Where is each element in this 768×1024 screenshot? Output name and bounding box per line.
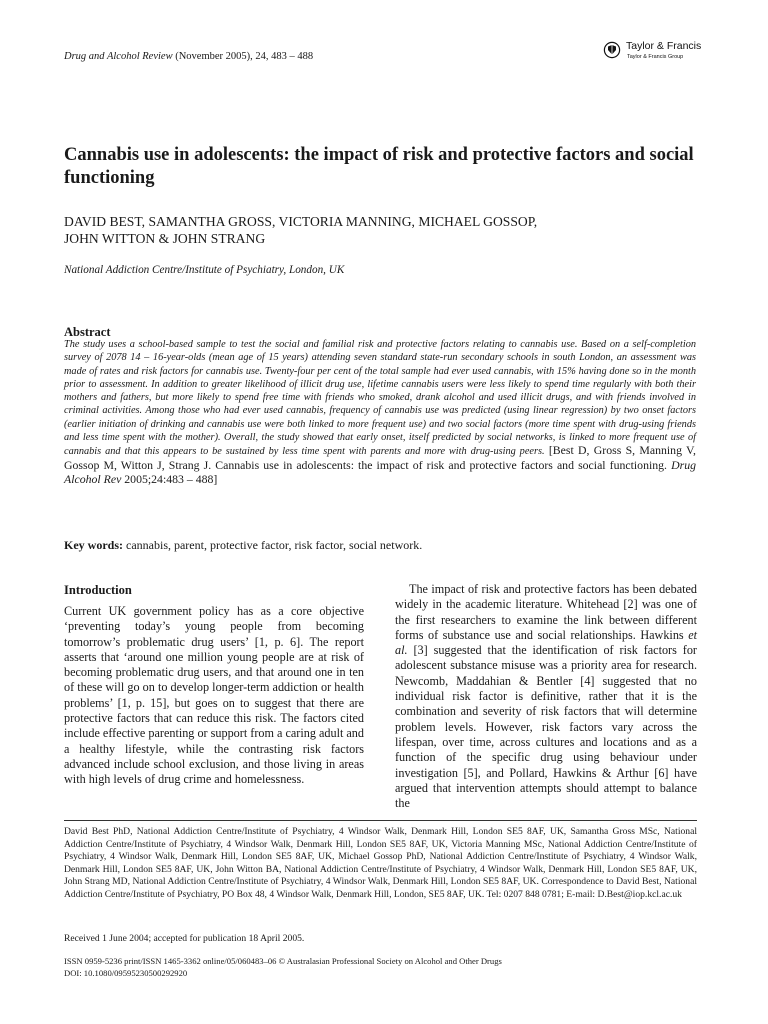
abstract-citation-end: 2005;24:483 – 488]: [121, 471, 218, 486]
keywords-text: cannabis, parent, protective factor, risk factor, social network.: [123, 538, 423, 552]
journal-citation-header: [64, 51, 313, 62]
issn-line: ISSN 0959-5236 print/ISSN 1465-3362 online/05/060483–06 © Australasian Professional Society on Alcohol and Other Drugs: [64, 956, 502, 966]
introduction-right-column: [395, 582, 697, 811]
abstract-text: [64, 338, 696, 487]
keywords-label: Key words:: [64, 538, 123, 552]
paragraph-2-part-b: [3] suggested that the identification of risk factors for adolescent substance misuse was a priority area for research. Newcomb, Maddahian & Bentler [4] suggested that no individual risk factor is definitive, rather that it is the combination and severity of risk factors that will determine problem levels. However, risk factors vary across the lifespan, over time, across cultures and locations and as a function of the specific drug using behaviour under investigation [5], and Pollard, Hawkins & Arthur [6] have argued that intervention attempts should attempt to balance the: [395, 643, 697, 811]
publisher-logo: [603, 39, 713, 63]
publication-info: [64, 956, 697, 979]
abstract-body: The study uses a school-based sample to test the social and familial risk and protective factors relating to cannabis use. Based on a self-completion survey of 2078 14 – 16-year-olds (mean age of 15 years) attending seven standard state-run secondary schools in south London, an assessment was made of rates and risk factors for cannabis use. Twenty-four per cent of the total sample had ever used cannabis, with 15% having done so in the month prior to assessment. In addition to greater likelihood of illicit drug use, lifetime cannabis users were less likely to spend time regularly with both their mothers and fathers, but more likely to spend free time with friends who smoked, drank alcohol and used illicit drugs, and with friends involved in criminal activities. Among those who had ever used cannabis, frequency of cannabis use was predicted (using linear regression) by two onset factors (earlier initiation of drinking and cannabis use were both linked to more frequent use) and two social factors (more time spent with drug-using friends and less time spent with the mother). Overall, the study showed that early onset, itself predicted by social networks, is linked to more frequent use of cannabis and that this appears to be sustained by less time spent with parents and more with drug-using peers.: [64, 339, 696, 458]
article-title: Cannabis use in adolescents: the impact of risk and protective factors and social functioning: [64, 145, 694, 188]
author-affiliations-footnote: David Best PhD, National Addiction Centre/Institute of Psychiatry, 4 Windsor Walk, Denmark Hill, London SE5 8AF, UK, Samantha Gross MSc, National Addiction Centre/Institute of Psychiatry, 4 Windsor Walk, Denmark Hill, London SE5 8AF, UK, Victoria Manning MSc, National Addiction Centre/Institute of Psychiatry, 4 Windsor Walk, Denmark Hill, London SE5 8AF, UK, Michael Gossop PhD, National Addiction Centre/Institute of Psychiatry, 4 Windsor Walk, Denmark Hill, London SE5 8AF, UK, John Witton BA, National Addiction Centre/Institute of Psychiatry, 4 Windsor Walk, Denmark Hill, London SE5 8AF, UK, John Strang MD, National Addiction Centre/Institute of Psychiatry, 4 Windsor Walk, Denmark Hill, London SE5 8AF, UK. Correspondence to David Best, National Addiction Centre/Institute of Psychiatry, PO Box 48, 4 Windsor Walk, Denmark Hill, London, SE5 8AF, UK. Tel: 0207 848 0781; E-mail: D.Best@iop.kcl.ac.uk: [64, 826, 697, 900]
introduction-heading: Introduction: [64, 583, 132, 597]
introduction-paragraph-1: Current UK government policy has as a core objective ‘preventing today’s young people from becoming tomorrow’s problematic drug users’ [1, p. 6]. The report asserts that ‘around one million young people are at risk of becoming problematic drug users, and that around one in ten of these will go on to develop longer-term addiction or health problems’ [1, p. 15], but goes on to suggest that there are protective factors that can reduce this risk. The factors cited include effective parenting or support from a caring adult and a healthy lifestyle, while the contrasting risk factors advanced include school exclusion, and those living in areas with high levels of drug crime and homelessness.: [64, 604, 364, 787]
footnote-divider: [64, 820, 697, 821]
abstract-heading: Abstract: [64, 325, 111, 339]
authors-line-2: JOHN WITTON & JOHN STRANG: [64, 231, 266, 246]
publisher-emblem-icon: [603, 41, 621, 59]
abstract-citation-journal: Drug Alcohol Rev: [64, 457, 696, 486]
keywords: [64, 538, 422, 553]
author-affiliation: National Addiction Centre/Institute of Psychiatry, London, UK: [64, 264, 345, 276]
journal-issue-details: (November 2005), 24, 483 – 488: [172, 51, 314, 62]
introduction-paragraph-2: [395, 582, 697, 811]
et-al: et al.: [395, 627, 697, 658]
publisher-name: Taylor & Francis: [626, 40, 702, 52]
journal-name: Drug and Alcohol Review: [64, 51, 173, 62]
received-dates: Received 1 June 2004; accepted for publication 18 April 2005.: [64, 933, 305, 944]
paragraph-2-part-a: The impact of risk and protective factors has been debated widely in the academic literature. Whitehead [2] was one of the first researchers to examine the link between different forms of substance use and social relationships. Hawkins: [395, 582, 697, 642]
author-list: [64, 213, 704, 247]
doi-line: DOI: 10.1080/09595230500292920: [64, 967, 188, 978]
authors-line-1: DAVID BEST, SAMANTHA GROSS, VICTORIA MANNING, MICHAEL GOSSOP,: [64, 214, 538, 229]
publisher-group: Taylor & Francis Group: [627, 54, 684, 60]
abstract-citation: [Best D, Gross S, Manning V, Gossop M, Witton J, Strang J. Cannabis use in adolescents: the impact of risk and protective factors and social functioning.: [64, 443, 696, 472]
introduction-left-column: [64, 604, 364, 788]
